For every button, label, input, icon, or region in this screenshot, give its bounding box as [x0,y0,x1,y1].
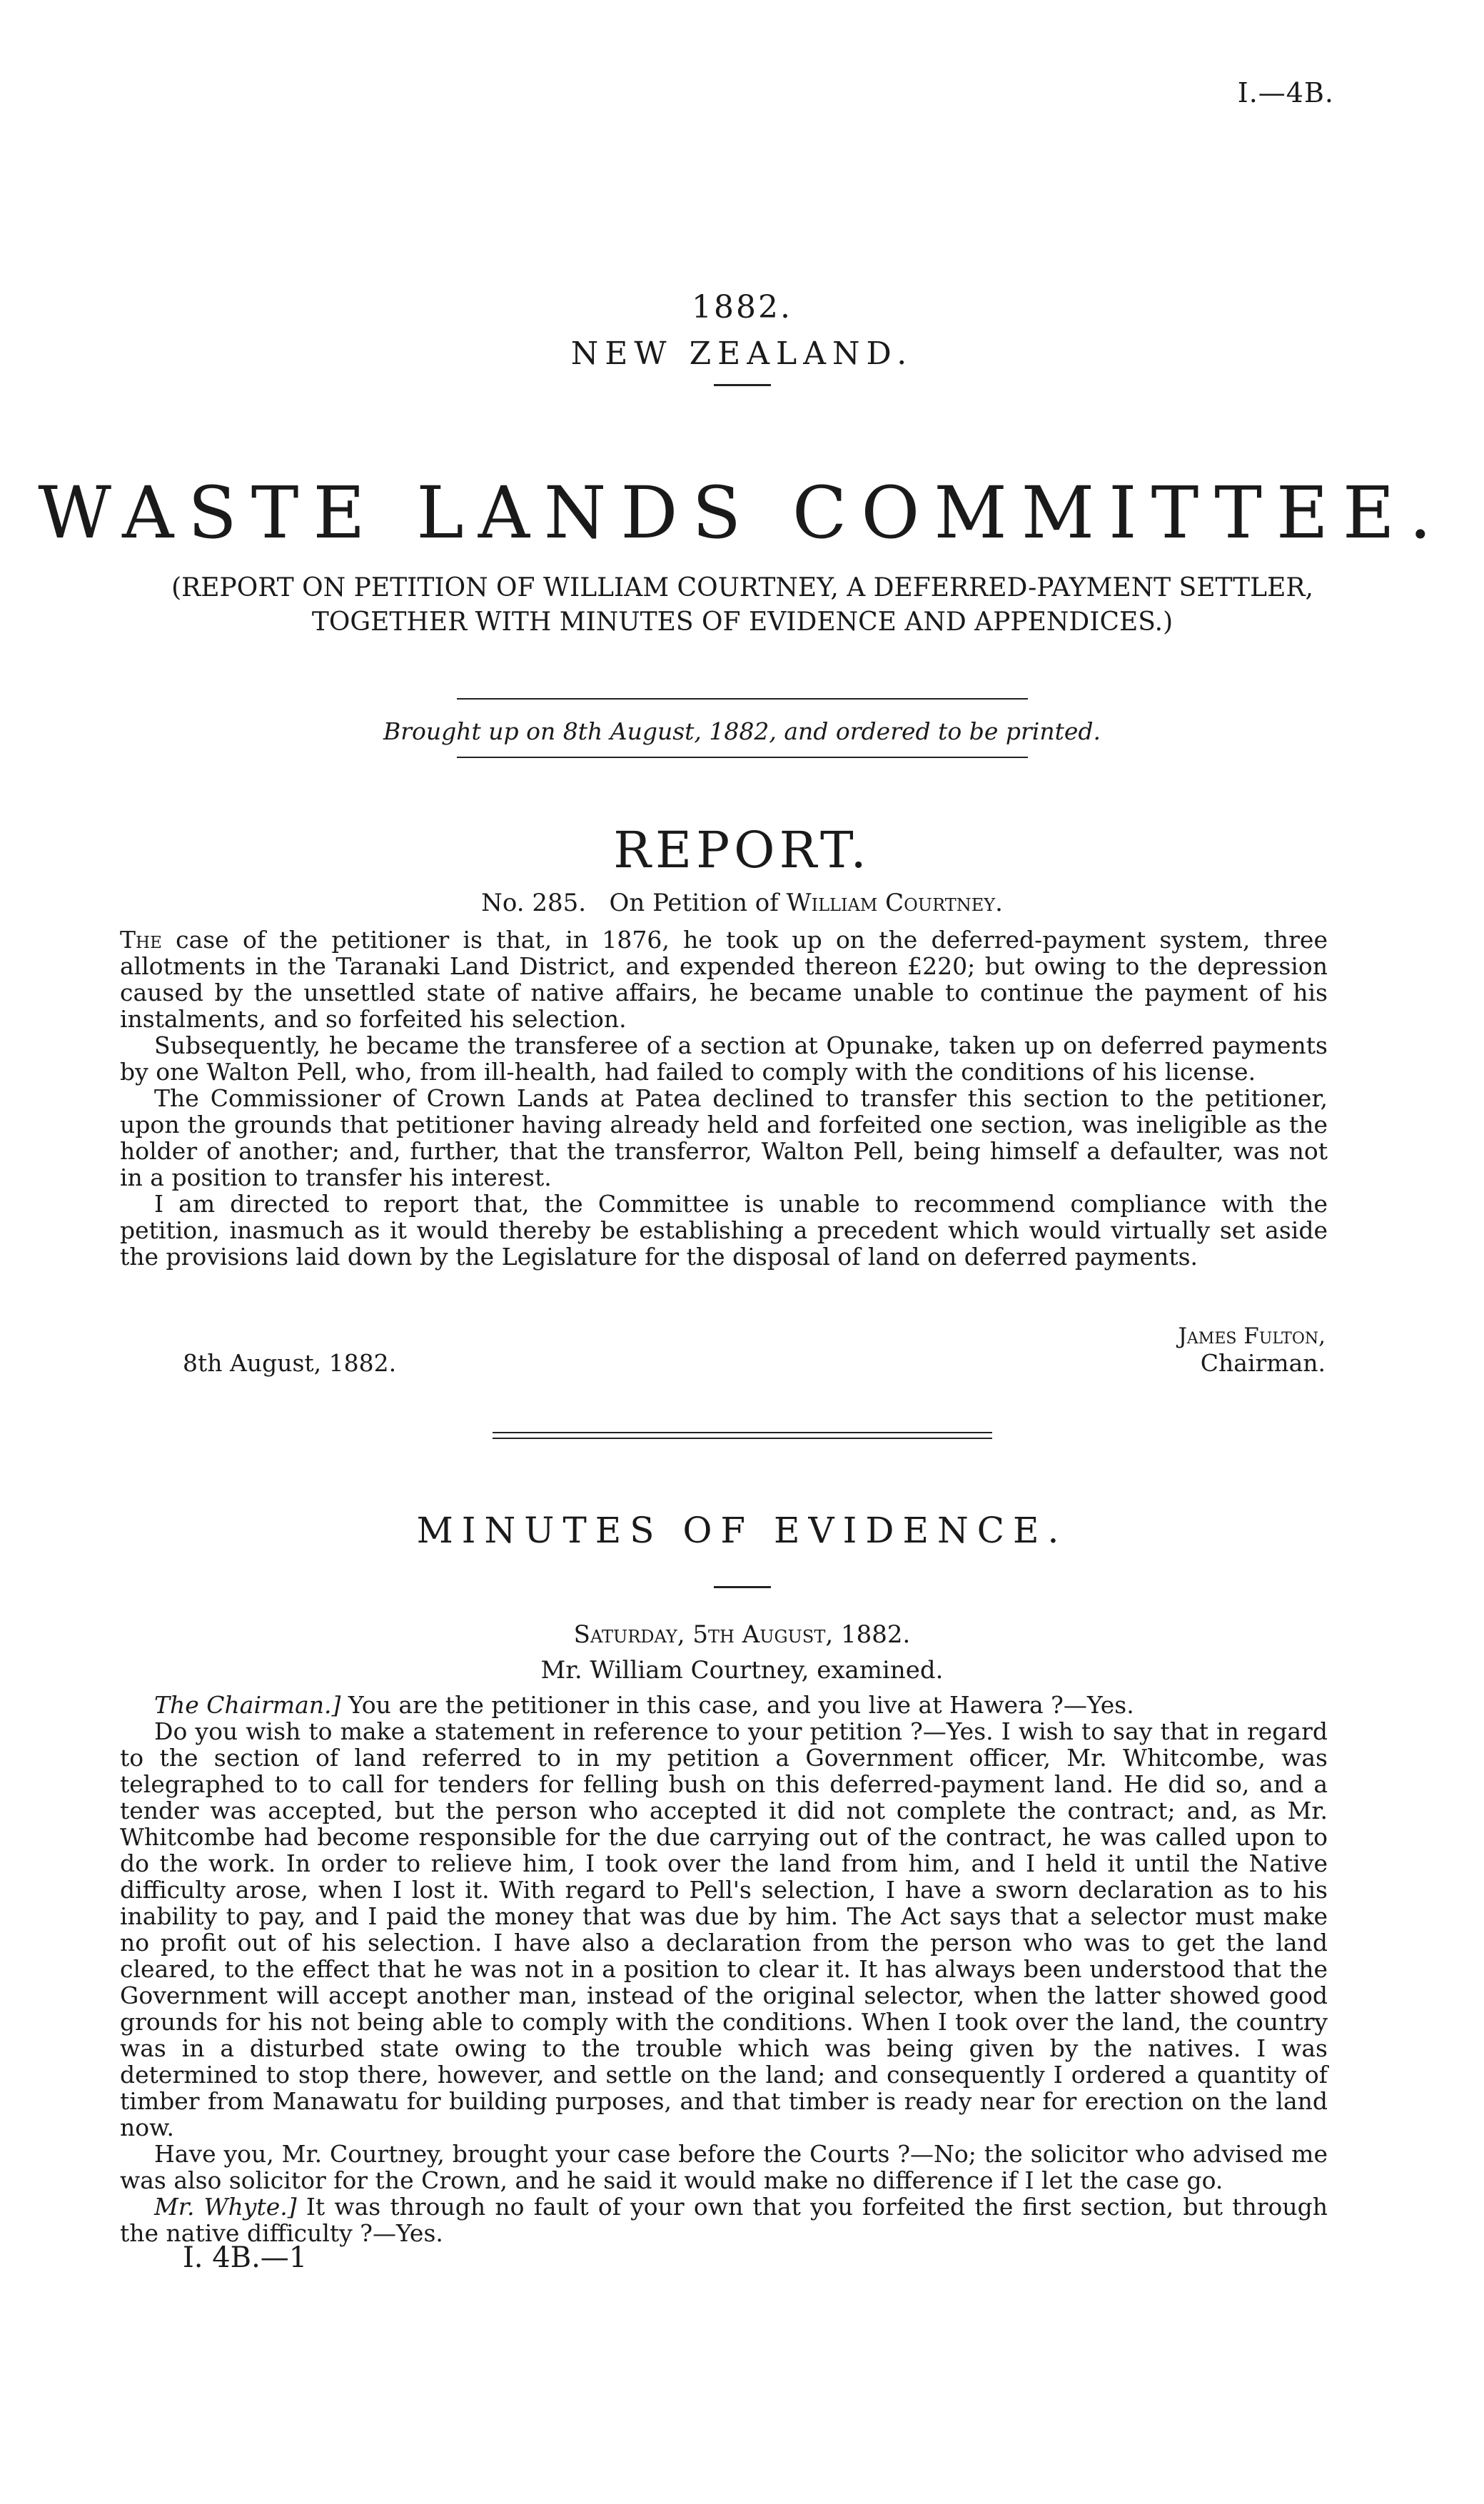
double-rule-bottom [493,1438,992,1439]
petition-number-line [0,889,1484,917]
paragraph-text: You are the petitioner in this case, and you live at Hawera ?—Yes. [348,1691,1134,1719]
report-heading: REPORT. [613,821,871,879]
lead-word: The [120,926,162,954]
divider [457,757,1028,758]
report-paragraph [120,927,1328,1032]
document-title: WASTE LANDS COMMITTEE. [38,471,1446,555]
paragraph-text: case of the petitioner is that, in 1876, he took up on the deferred-payment system, three allotments in the Taranaki Land District, and expended thereon £220; but owing to the depression caused by the unsettled state of native affairs, he became unable to continue the payment of his instalments, and so forfeited his selection. [120,926,1328,1033]
witness-line: Mr. William Courtney, examined. [540,1656,944,1685]
petition-number: No. 285. [481,889,587,917]
brought-up-note: Brought up on 8th August, 1882, and ordered to be printed. [383,717,1101,745]
page-footer: I. 4B.—1 [183,2241,308,2274]
session-date: Saturday, 5th August, 1882. [573,1620,911,1649]
divider [714,1586,771,1588]
signatory-name: James Fulton, [1178,1323,1326,1349]
evidence-paragraph: Do you wish to make a statement in reference to your petition ?—Yes. I wish to say that in regard to the section of land referred to in my petition a Government officer, Mr. Whitcombe, was telegraphed to to call for tenders for felling bush on this deferred-payment land. He did so, and a tender was accepted, but the person who accepted it did not complete the contract; and, as Mr. Whitcombe had become responsible for the due carrying out of the contract, he was called upon to do the work. In order to relieve him, I took over the land from him, and I held it until the Native difficulty arose, when I lost it. With regard to Pell's selection, I have a sworn declaration as to his inability to pay, and I paid the money that was due by him. The Act says that a selector must make no profit out of his selection. I have also a declaration from the person who was to get the land cleared, to the effect that he was not in a position to clear it. It has always been understood that the Government will accept another man, instead of the original selector, when the latter showed good grounds for his not being able to comply with the conditions. When I took over the land, the country was in a disturbed state owing to the trouble which was being given by the natives. I was determined to stop there, however, and settle on the land; and consequently I ordered a quantity of timber from Manawatu for building purposes, and that timber is ready near for erection on the land now. [120,1717,1328,2141]
petitioner-name: William Courtney. [786,889,1003,917]
evidence-paragraph: Have you, Mr. Courtney, brought your case before the Courts ?—No; the solicitor who advised me was also solicitor for the Crown, and he said it would make no difference if I let the case go. [120,2140,1328,2194]
document-reference: I.—4B. [1237,77,1334,108]
report-paragraph: The Commissioner of Crown Lands at Patea declined to transfer this section to the petitioner, upon the grounds that petitioner having already held and forfeited one section, was ineligible as the holder of another; and, further, that the transferror, Walton Pell, being himself a defaulter, was not in a position to transfer his interest. [120,1084,1328,1191]
country: NEW ZEALAND. [570,335,914,372]
double-rule-top [493,1432,992,1433]
speaker: The Chairman.] [154,1691,341,1719]
evidence-body [120,1692,1328,2246]
evidence-paragraph [120,2193,1328,2246]
report-paragraph: Subsequently, he became the transferee of a section at Opunake, taken up on deferred payments by one Walton Pell, who, from ill-health, had failed to comply with the conditions of his license. [120,1031,1328,1086]
signatory-role: Chairman. [1200,1349,1326,1377]
paragraph-text: It was through no fault of your own that you forfeited the first section, but through the native difficulty ?—Yes. [120,2193,1328,2247]
speaker: Mr. Whyte.] [154,2193,297,2221]
divider [457,698,1028,700]
report-date: 8th August, 1882. [183,1349,397,1377]
evidence-paragraph [120,1692,1328,1718]
document-subtitle: (REPORT ON PETITION OF WILLIAM COURTNEY, A DEFERRED-PAYMENT SETTLER, TOGETHER WITH MINUTES OF EVIDENCE AND APPENDICES.) [171,573,1313,637]
petition-on: On Petition of [609,889,779,917]
report-paragraph: I am directed to report that, the Committee is unable to recommend compliance with the petition, inasmuch as it would thereby be establishing a precedent which would virtually set aside the provisions laid down by the Legislature for the disposal of land on deferred payments. [120,1190,1328,1271]
report-body [120,927,1328,1270]
divider [714,384,771,386]
year: 1882. [692,289,792,325]
minutes-heading: MINUTES OF EVIDENCE. [416,1510,1068,1551]
